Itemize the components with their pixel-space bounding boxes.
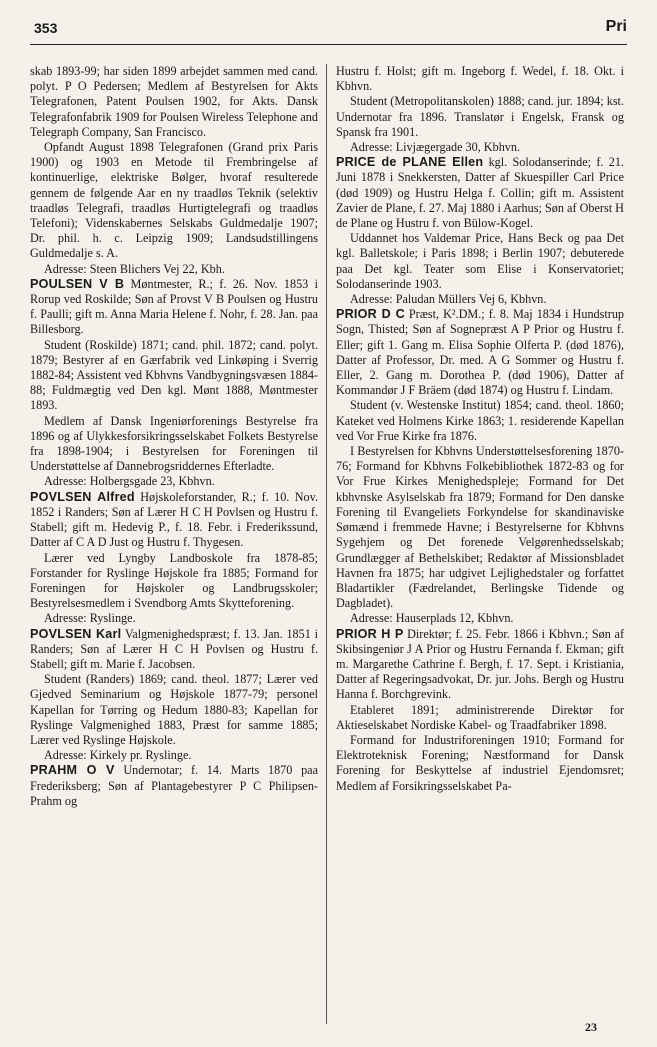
entry-name: POVLSEN Karl xyxy=(30,626,122,641)
entry-paragraph: Undernotar; f. 14. Marts 1870 paa Frederiksberg; Søn af Plantagebestyrer P C Philipsen-Prahm og xyxy=(30,763,318,808)
entry xyxy=(336,627,624,794)
columns xyxy=(30,64,627,1014)
entry-name: PRIOR D C xyxy=(336,307,405,322)
entry-paragraph: Møntmester, R.; f. 26. Nov. 1853 i Rorup ved Roskilde; Søn af Provst V B Poulsen og Hustru f. Paulli; gift m. Anna Maria Helene f. Nohr, f. 28. Jan. paa Billesborg. xyxy=(30,276,318,337)
entry-paragraph: Etableret 1891; administrerende Direktør for Aktieselskabet Nordiske Kabel- og Traadfabriker 1898. xyxy=(336,702,624,732)
page-number: 353 xyxy=(34,20,58,36)
entry-paragraph: Opfandt August 1898 Telegrafonen (Grand prix Paris 1900) og 1903 en Metode til Frembringelse af kontinuerlige, elektriske Bølger, hvoraf resulterede gennem de følgende Aar en ny traadløs Teknik (selektiv traadløs Telegrafi, traadløs Hurtigtelegrafi og traadløs Telefoni); Videnskabernes Selskabs Guldmedalje 1907; Dr. phil. h. c. Leipzig 1909; Landsudstillingens Guldmedalje s. A. xyxy=(30,140,318,261)
entry-address: Adresse: Livjægergade 30, Kbhvn. xyxy=(350,140,521,155)
entry-address: Adresse: Paludan Müllers Vej 6, Kbhvn. xyxy=(350,292,547,307)
entry-paragraph: kgl. Solodanserinde; f. 21. Juni 1878 i Snekkersten, Datter af Skuespiller Carl Price (død 1909) og Hustru Helga f. Collin; gift m. Assistent Zavier de Plane, f. 27. Maj 1880 i Aarhus; Søn af Oberst H de Plane og Hustru f. von Bülow-Kogel. xyxy=(336,155,624,231)
entry-paragraph: Student (v. Westenske Institut) 1854; cand. theol. 1860; Kateket ved Holmens Kirke 1863; 1. residerende Kapellan ved Vor Frue Kirke fra 1876. xyxy=(336,398,624,443)
left-column xyxy=(30,64,318,1014)
entry-paragraph: Student (Metropolitanskolen) 1888; cand. jur. 1894; kst. Undernotar fra 1896. Translatør i Engelsk, Fransk og Spansk fra 1901. xyxy=(336,94,624,139)
entry-paragraph: skab 1893-99; har siden 1899 arbejdet sammen med cand. polyt. P O Pedersen; Medlem af Bestyrelsen for Akts Telegrafonen, Patent Poulsen 1902, for Akts. Dansk Telegrafonfabrik 1909 for Poulsen Wireless Telephone and Telegraph Company, San Francisco. xyxy=(30,64,318,139)
entry xyxy=(30,490,318,627)
entry xyxy=(336,155,624,307)
entry-paragraph: Direktør; f. 25. Febr. 1866 i Kbhvn.; Søn af Skibsingeniør J A Prior og Hustru Fernanda f. Ekman; gift m. Margarethe Cathrine f. Bergh, f. 17. Sept. i Kristiania, Datter af Regeringsadvokat, Dr. jur. Johs. Bergh og Hustru Hanna f. Borchgrevink. xyxy=(336,626,624,702)
entry-name: PRIOR H P xyxy=(336,626,404,641)
entry xyxy=(30,64,318,277)
entry xyxy=(336,64,624,155)
entry-address: Adresse: Holbergsgade 23, Kbhvn. xyxy=(44,474,215,489)
entry-address: Adresse: Ryslinge. xyxy=(44,611,136,626)
entry-paragraph: Lærer ved Lyngby Landboskole fra 1878-85; Forstander for Ryslinge Højskole fra 1885; Formand for Foreningen for Højskoler og Landbrugsskoler; Bestyrelsesmedlem i Svendborg Amts Skytteforening. xyxy=(30,550,318,611)
entry-name: PRAHM O V xyxy=(30,763,115,778)
entry xyxy=(30,277,318,490)
printer-signature: 23 xyxy=(585,1020,597,1034)
running-head: Pri xyxy=(605,18,627,35)
entry-name: POULSEN V B xyxy=(30,276,125,291)
entry xyxy=(30,763,318,809)
entry-paragraph: Hustru f. Holst; gift m. Ingeborg f. Wedel, f. 18. Okt. i Kbhvn. xyxy=(336,64,624,94)
entry-paragraph: Højskoleforstander, R.; f. 10. Nov. 1852 i Randers; Søn af Lærer H C H Povlsen og Hustru f. Stabell; gift m. Hedevig P., f. 18. Febr. i Frederikssund, Datter af C A D Just og Hustru f. Thygesen. xyxy=(30,489,318,550)
entry-name: POVLSEN Alfred xyxy=(30,489,135,504)
entry xyxy=(30,627,318,764)
entry-paragraph: Præst, K².DM.; f. 8. Maj 1834 i Hundstrup Sogn, Thisted; Søn af Sognepræst A P Prior og Hustru f. Eller; gift 1. Gang m. Elisa Sophie Olferta P. (død 1876), Datter af Professor, Dr. med. A G Sommer og Hustru f. Eller, 2. Gang m. Dorothea P. (død 1906), Datter af Kommandør J F Bräem (død 1874) og Hustru f. Lindam. xyxy=(336,307,624,398)
entry xyxy=(336,307,624,626)
entry-paragraph: Student (Randers) 1869; cand. theol. 1877; Lærer ved Gjedved Seminarium og Højskole 1877-79; personel Kapellan for Tørring og Hedum 1880-83; Kapellan for Ryslinge Valgmenighed 1883, Præst for samme 1885; Lærer ved Ryslinge Højskole. xyxy=(30,672,318,747)
entry-paragraph: Uddannet hos Valdemar Price, Hans Beck og paa Det kgl. Balletskole; i Paris 1898; i Berlin 1907; debuterede paa Det kgl. Teater som Elise i Konservatoriet; Solodanserinde 1903. xyxy=(336,231,624,291)
entry-paragraph: Student (Roskilde) 1871; cand. phil. 1872; cand. polyt. 1879; Bestyrer af en Gærfabrik ved Linkøping i Sverrig 1882-84; Assistent ved Kbhvns Vandbygningsvæsen 1884-88; Fuldmægtig ved Den kgl. Mønt 1888, Møntmester 1893. xyxy=(30,337,318,413)
entry-address: Adresse: Steen Blichers Vej 22, Kbh. xyxy=(44,261,225,276)
entry-paragraph: Formand for Industriforeningen 1910; Formand for Elektroteknisk Forening; Næstformand for Dansk Forening for Beskyttelse af industriel Ejendomsret; Medlem af Forsikringsselskabet Pa- xyxy=(336,732,624,793)
page-header xyxy=(30,14,627,45)
entry-name: PRICE de PLANE Ellen xyxy=(336,155,484,170)
entry-paragraph: Valgmenighedspræst; f. 13. Jan. 1851 i Randers; Søn af Lærer H C H Povlsen og Hustru f. Stabell; gift m. Marie f. Jacobsen. xyxy=(30,626,318,671)
right-column xyxy=(336,64,624,1014)
entry-address: Adresse: Kirkely pr. Ryslinge. xyxy=(44,748,192,763)
entry-address: Adresse: Hauserplads 12, Kbhvn. xyxy=(350,611,514,626)
entry-paragraph: Medlem af Dansk Ingeniørforenings Bestyrelse fra 1896 og af Ulykkesforsikringsselskabet Folkets Bestyrelse fra 1898-1904; i Bestyrelsen for Foreningen til Understøttelse af Dannebrogsriddernes Efterladte. xyxy=(30,413,318,474)
entry-paragraph: I Bestyrelsen for Kbhvns Understøttelsesforening 1870-76; Formand for Kbhvns Folkebibliothek 1872-83 og for Vor Frue Kirkes Menighedspleje; Formand for Det kbhvnske Asylselskab fra 1879; Formand for Den danske Forening til Evangeliets Forkyndelse for skandinaviske Sømænd i fremmede Havne; i Bestyrelserne for Kbhvns Sygehjem og Det forenede Velgørenhedsselskab; Grundlægger af Bethelskibet; Redaktør af Missionsbladet Havnen fra 1875; har udgivet Lejlighedstaler og forfattet Bladartikler (Fædrelandet, Berlingske Tidende og Dagbladet). xyxy=(336,444,624,611)
column-divider xyxy=(326,64,327,1024)
